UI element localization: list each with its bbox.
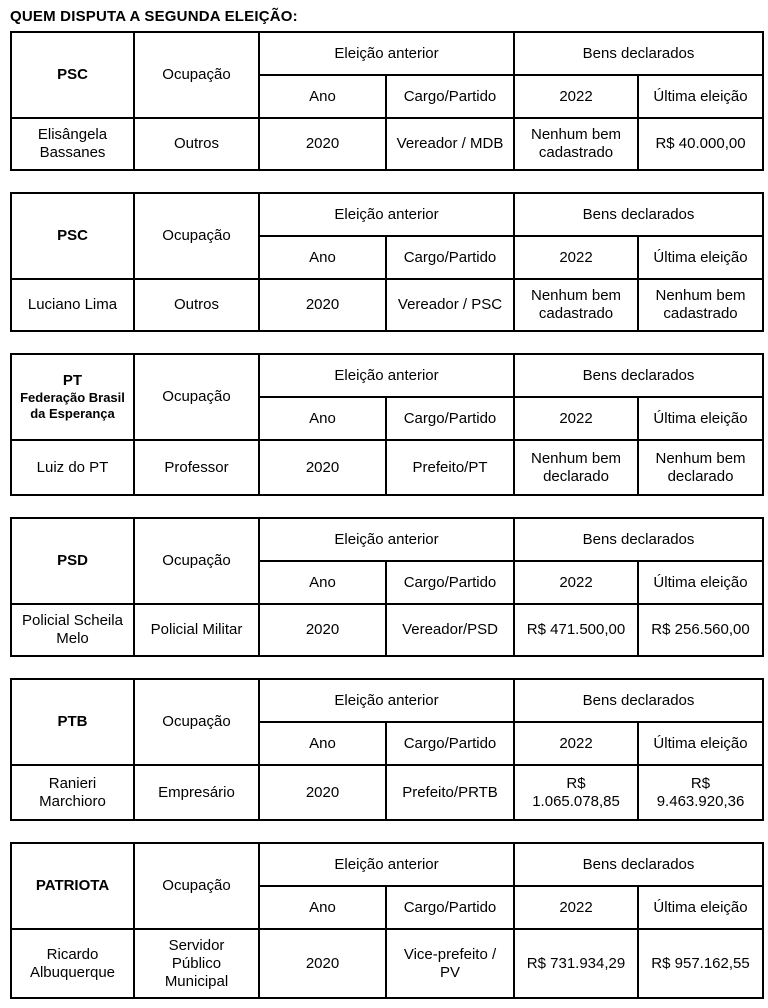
bens-ultima-cell: Nenhum bem cadastrado xyxy=(638,279,763,331)
ano-header: Ano xyxy=(259,722,386,765)
bens-2022-cell: Nenhum bem cadastrado xyxy=(514,279,638,331)
bens-2022-cell: R$ 731.934,29 xyxy=(514,929,638,998)
candidate-name-cell: Elisângela Bassanes xyxy=(11,118,134,170)
bens-ultima-cell: R$ 256.560,00 xyxy=(638,604,763,656)
ocupacao-header-cell: Ocupação xyxy=(134,354,259,440)
ano-header: Ano xyxy=(259,886,386,929)
bens-ultima-cell: Nenhum bem declarado xyxy=(638,440,763,495)
year-2022-header: 2022 xyxy=(514,886,638,929)
year-cell: 2020 xyxy=(259,279,386,331)
document-title: QUEM DISPUTA A SEGUNDA ELEIÇÃO: xyxy=(10,8,298,25)
cargo-partido-header: Cargo/Partido xyxy=(386,75,514,118)
ano-header: Ano xyxy=(259,236,386,279)
candidate-name-cell: Ranieri Marchioro xyxy=(11,765,134,820)
bens-2022-cell: R$ 1.065.078,85 xyxy=(514,765,638,820)
eleicao-anterior-header: Eleição anterior xyxy=(259,518,514,561)
year-2022-header: 2022 xyxy=(514,75,638,118)
candidate-table-patriota xyxy=(10,842,764,999)
candidate-name-cell: Luiz do PT xyxy=(11,440,134,495)
ultima-eleicao-header: Última eleição xyxy=(638,722,763,765)
year-cell: 2020 xyxy=(259,118,386,170)
ano-header: Ano xyxy=(259,561,386,604)
candidate-table-psc-1 xyxy=(10,31,764,171)
year-cell: 2020 xyxy=(259,604,386,656)
bens-2022-cell: Nenhum bem cadastrado xyxy=(514,118,638,170)
year-cell: 2020 xyxy=(259,765,386,820)
cargo-partido-header: Cargo/Partido xyxy=(386,886,514,929)
bens-declarados-header: Bens declarados xyxy=(514,843,763,886)
candidate-table-ptb xyxy=(10,678,764,821)
occupation-cell: Empresário xyxy=(134,765,259,820)
candidate-table-pt xyxy=(10,353,764,496)
bens-declarados-header: Bens declarados xyxy=(514,32,763,75)
bens-declarados-header: Bens declarados xyxy=(514,679,763,722)
ultima-eleicao-header: Última eleição xyxy=(638,886,763,929)
ocupacao-header-cell: Ocupação xyxy=(134,193,259,279)
cargo-partido-header: Cargo/Partido xyxy=(386,236,514,279)
ultima-eleicao-header: Última eleição xyxy=(638,561,763,604)
party-cell: PSC xyxy=(11,193,134,279)
ultima-eleicao-header: Última eleição xyxy=(638,75,763,118)
bens-declarados-header: Bens declarados xyxy=(514,193,763,236)
candidate-row xyxy=(11,440,763,495)
eleicao-anterior-header: Eleição anterior xyxy=(259,843,514,886)
candidate-row xyxy=(11,929,763,998)
ocupacao-header-cell: Ocupação xyxy=(134,843,259,929)
eleicao-anterior-header: Eleição anterior xyxy=(259,32,514,75)
party-cell: PATRIOTA xyxy=(11,843,134,929)
bens-2022-cell: Nenhum bem declarado xyxy=(514,440,638,495)
occupation-cell: Professor xyxy=(134,440,259,495)
occupation-cell: Outros xyxy=(134,279,259,331)
ultima-eleicao-header: Última eleição xyxy=(638,397,763,440)
year-2022-header: 2022 xyxy=(514,397,638,440)
year-cell: 2020 xyxy=(259,440,386,495)
ano-header: Ano xyxy=(259,75,386,118)
bens-ultima-cell: R$ 40.000,00 xyxy=(638,118,763,170)
candidate-name-cell: Ricardo Albuquerque xyxy=(11,929,134,998)
eleicao-anterior-header: Eleição anterior xyxy=(259,354,514,397)
bens-ultima-cell: R$ 957.162,55 xyxy=(638,929,763,998)
ultima-eleicao-header: Última eleição xyxy=(638,236,763,279)
candidate-row xyxy=(11,604,763,656)
bens-ultima-cell: R$ 9.463.920,36 xyxy=(638,765,763,820)
eleicao-anterior-header: Eleição anterior xyxy=(259,193,514,236)
ocupacao-header-cell: Ocupação xyxy=(134,679,259,765)
ocupacao-header-cell: Ocupação xyxy=(134,518,259,604)
occupation-cell: Servidor Público Municipal xyxy=(134,929,259,998)
cargo-cell: Vereador/PSD xyxy=(386,604,514,656)
cargo-cell: Prefeito/PT xyxy=(386,440,514,495)
cargo-cell: Vice-prefeito / PV xyxy=(386,929,514,998)
cargo-partido-header: Cargo/Partido xyxy=(386,397,514,440)
cargo-partido-header: Cargo/Partido xyxy=(386,561,514,604)
cargo-cell: Vereador / MDB xyxy=(386,118,514,170)
candidate-row xyxy=(11,765,763,820)
candidate-row xyxy=(11,279,763,331)
year-2022-header: 2022 xyxy=(514,561,638,604)
ocupacao-header-cell: Ocupação xyxy=(134,32,259,118)
candidate-name-cell: Policial Scheila Melo xyxy=(11,604,134,656)
candidate-row xyxy=(11,118,763,170)
party-cell: PSC xyxy=(11,32,134,118)
cargo-partido-header: Cargo/Partido xyxy=(386,722,514,765)
occupation-cell: Outros xyxy=(134,118,259,170)
candidate-name-cell: Luciano Lima xyxy=(11,279,134,331)
year-cell: 2020 xyxy=(259,929,386,998)
party-cell: PSD xyxy=(11,518,134,604)
eleicao-anterior-header: Eleição anterior xyxy=(259,679,514,722)
cargo-cell: Vereador / PSC xyxy=(386,279,514,331)
year-2022-header: 2022 xyxy=(514,236,638,279)
cargo-cell: Prefeito/PRTB xyxy=(386,765,514,820)
party-cell: PTB xyxy=(11,679,134,765)
party-cell: PT Federação Brasil da Esperança xyxy=(11,354,134,440)
bens-2022-cell: R$ 471.500,00 xyxy=(514,604,638,656)
candidate-table-psd xyxy=(10,517,764,657)
bens-declarados-header: Bens declarados xyxy=(514,354,763,397)
ano-header: Ano xyxy=(259,397,386,440)
occupation-cell: Policial Militar xyxy=(134,604,259,656)
candidate-table-psc-2 xyxy=(10,192,764,332)
year-2022-header: 2022 xyxy=(514,722,638,765)
bens-declarados-header: Bens declarados xyxy=(514,518,763,561)
